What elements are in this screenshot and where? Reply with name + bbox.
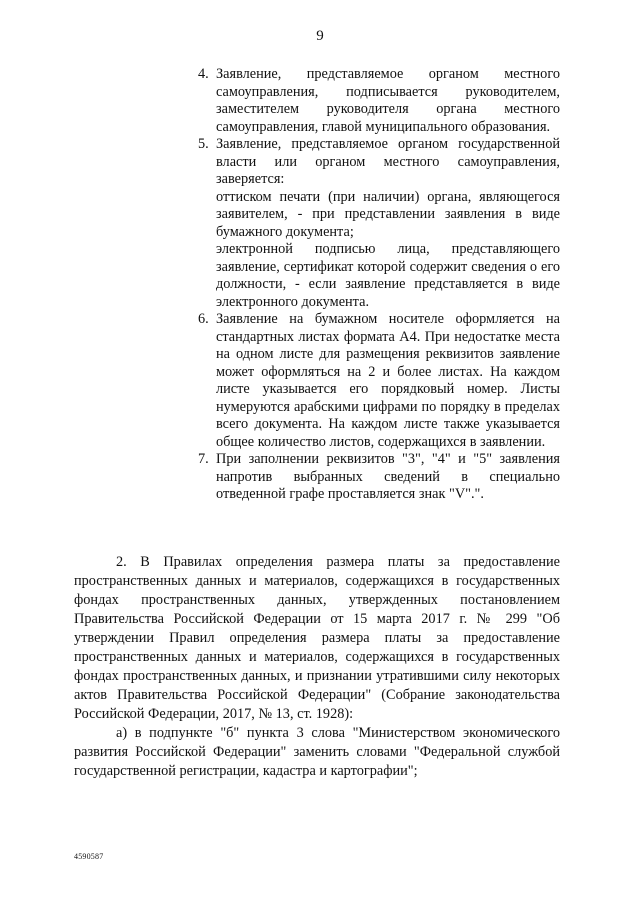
list-item-number: 4.: [198, 66, 209, 82]
main-text: [74, 553, 560, 781]
list-item: [198, 451, 560, 504]
list-item-number: 7.: [198, 451, 209, 467]
list-item: [198, 311, 560, 451]
list-item-text: Заявление, представляемое органом государственной власти или органом местного самоуправления, заверяется:: [216, 136, 560, 187]
list-item-number: 5.: [198, 136, 209, 152]
page-number: 9: [316, 28, 324, 44]
list-item-text: Заявление на бумажном носителе оформляется на стандартных листах формата А4. При недостатке места на одном листе для размещения реквизитов заявление может оформляться на 2 и более листах. На каждом листе указывается его порядковый номер. Листы нумеруются арабскими цифрами по порядку в пределах всего документа. На каждом листе также указывается общее количество листов, содержащихся в заявлении.: [216, 311, 560, 450]
list-item-number: 6.: [198, 311, 209, 327]
list-item: [198, 136, 560, 311]
list-item-text: электронной подписью лица, представляющего заявление, сертификат которой содержит сведения о его должности, - если заявление представляется в виде электронного документа.: [216, 241, 560, 310]
list-item-text: Заявление, представляемое органом местного самоуправления, подписывается руководителем, заместителем руководителя органа местного самоуправления, главой муниципального образования.: [216, 66, 560, 135]
list-item: [198, 66, 560, 136]
numbered-list: [198, 66, 560, 504]
paragraph: 2. В Правилах определения размера платы за предоставление пространственных данных и материалов, содержащихся в государственных фондах пространственных данных, утвержденных постановлением Правительства Российской Федерации от 15 марта 2017 г. № 299 "Об утверждении Правил определения размера платы за предоставление пространственных данных и материалов, содержащихся в государственных фондах пространственных данных, и признании утратившими силу некоторых актов Правительства Российской Федерации" (Собрание законодательства Российской Федерации, 2017, № 13, ст. 1928):: [74, 554, 560, 722]
list-item-text: При заполнении реквизитов "3", "4" и "5" заявления напротив выбранных сведений в специально отведенной графе проставляется знак "V".".: [216, 451, 560, 502]
list-item-text: оттиском печати (при наличии) органа, являющегося заявителем, - при представлении заявления в виде бумажного документа;: [216, 188, 560, 240]
document-code: 4590587: [74, 852, 104, 861]
paragraph: а) в подпункте "б" пункта 3 слова "Министерством экономического развития Российской Федерации" заменить словами "Федеральной службой государственной регистрации, кадастра и картографии";: [74, 725, 560, 779]
